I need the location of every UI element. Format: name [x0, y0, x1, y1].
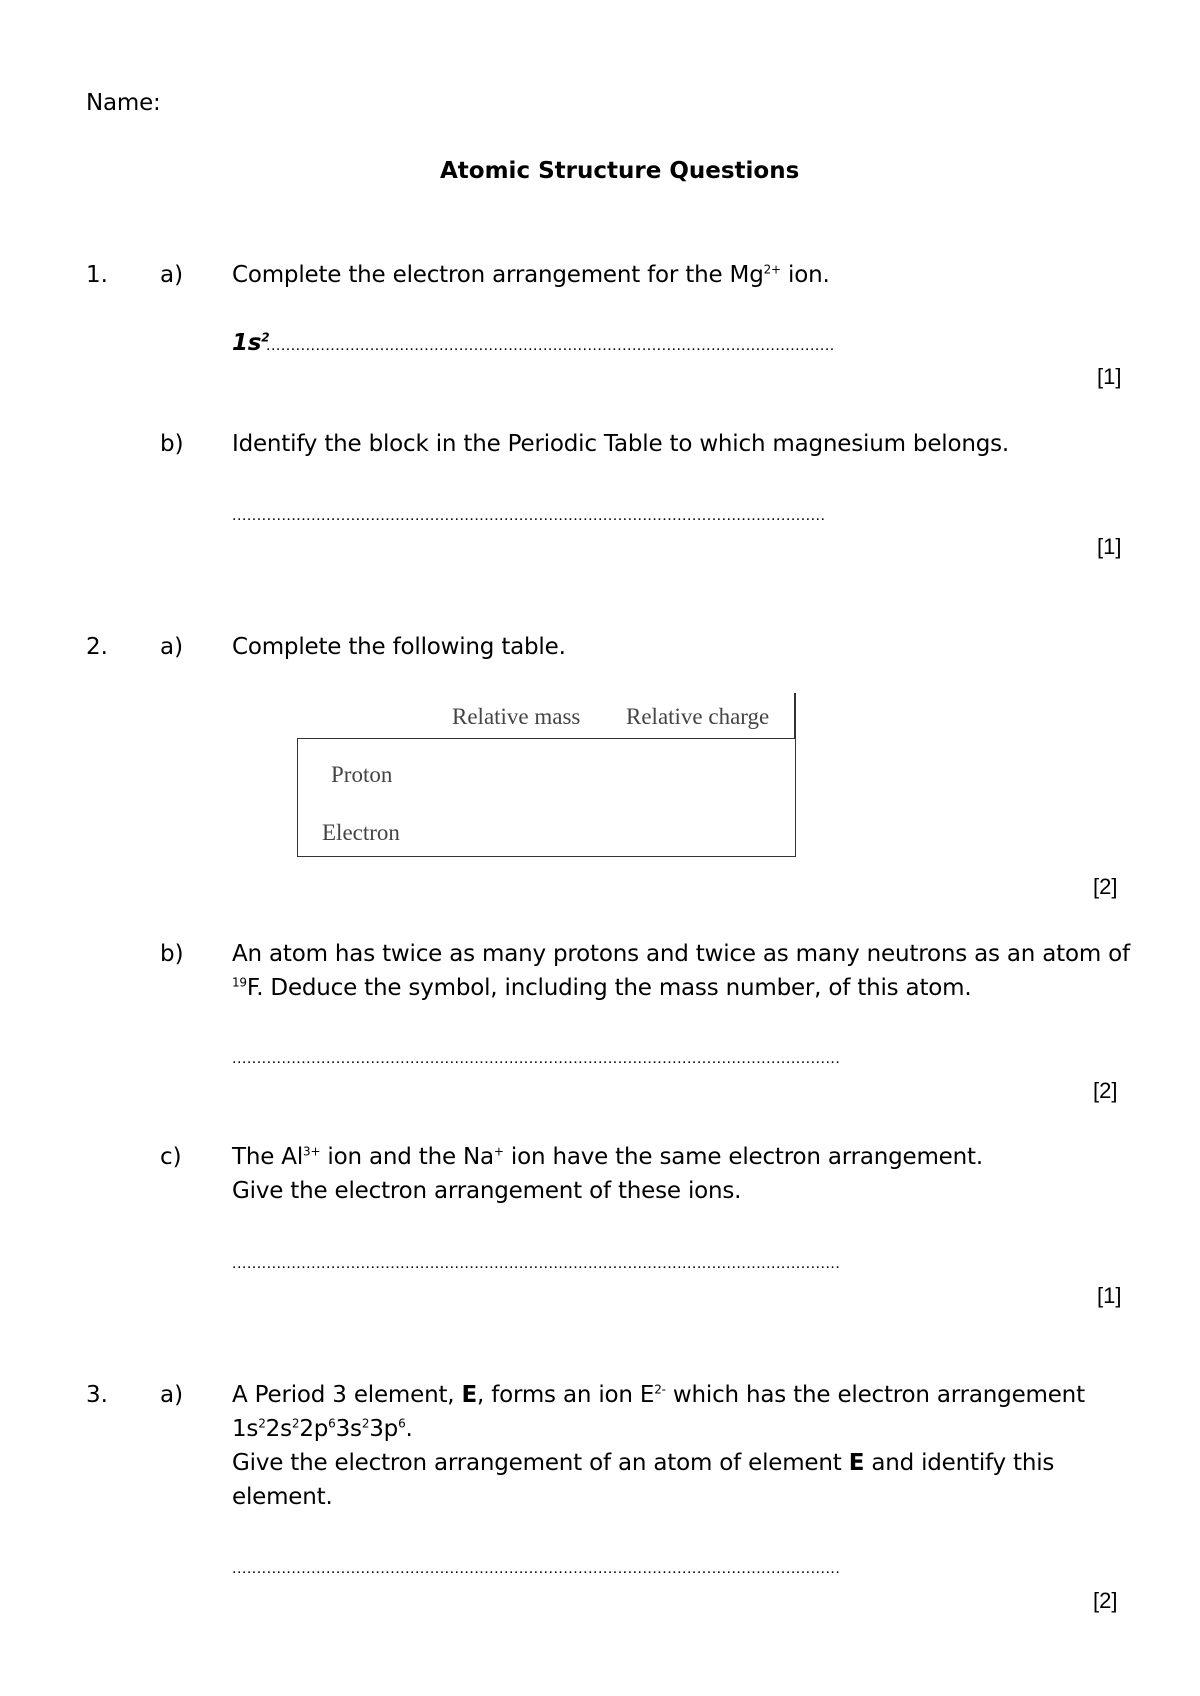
answer-line-2b[interactable]: ...........................................................................................................................: [232, 1050, 841, 1067]
question-number-2: 2.: [86, 634, 108, 660]
table-top-right-border: [794, 693, 796, 739]
question-number-3: 3.: [86, 1382, 108, 1408]
question-2a-text: Complete the following table.: [232, 634, 566, 660]
part-label-2b: b): [160, 941, 184, 967]
answer-line-3a[interactable]: ...........................................................................................................................: [232, 1560, 841, 1577]
question-1a-text: Complete the electron arrangement for the $Mg^{2+}$ ion.: [232, 262, 830, 288]
question-2b-line1: An atom has twice as many protons and twice as many neutrons as an atom of: [232, 941, 1130, 967]
question-3a-line4: element.: [232, 1484, 333, 1510]
table-header-relative-charge: Relative charge: [626, 704, 770, 729]
table-header-relative-mass: Relative mass: [452, 704, 581, 729]
part-label-1a: a): [160, 262, 184, 288]
marks-1b: [1]: [1097, 534, 1122, 559]
question-2b-line2: $^{19}$F. Deduce the symbol, including the mass number, of this atom.: [232, 975, 972, 1001]
part-label-2a: a): [160, 634, 184, 660]
answer-prefix-1a: $1s^2$: [232, 330, 270, 356]
marks-1a: [1]: [1097, 364, 1122, 389]
answer-line-1b[interactable]: ........................................................................................................................: [232, 507, 826, 524]
marks-2a: [2]: [1093, 874, 1118, 899]
name-label: Name:: [86, 90, 161, 116]
marks-3a: [2]: [1093, 1588, 1118, 1613]
marks-2c: [1]: [1097, 1283, 1122, 1308]
question-2c-line2: Give the electron arrangement of these ions.: [232, 1178, 742, 1204]
marks-2b: [2]: [1093, 1078, 1118, 1103]
electron-configuration: $1s^22s^22p^63s^23p^6$.: [232, 1416, 413, 1442]
part-label-3a: a): [160, 1382, 184, 1408]
part-label-1b: b): [160, 431, 184, 457]
table-row-electron: Electron: [322, 820, 400, 845]
question-1b-text: Identify the block in the Periodic Table to which magnesium belongs.: [232, 431, 1010, 457]
question-3a-line3: Give the electron arrangement of an atom of element E and identify this: [232, 1450, 1055, 1476]
question-2c-line1: The $Al^{3+}$ ion and the Na+ ion have the same electron arrangement.: [232, 1144, 983, 1170]
answer-line-2c[interactable]: ...........................................................................................................................: [232, 1255, 841, 1272]
answer-line-1a[interactable]: ...................................................................................................................: [266, 337, 835, 354]
table-row-proton: Proton: [331, 762, 393, 787]
page-title: Atomic Structure Questions: [440, 158, 800, 184]
part-label-2c: c): [160, 1144, 182, 1170]
question-3a-line1: A Period 3 element, E, forms an ion $E^{2-}$ which has the electron arrangement: [232, 1382, 1085, 1408]
question-number-1: 1.: [86, 262, 108, 288]
